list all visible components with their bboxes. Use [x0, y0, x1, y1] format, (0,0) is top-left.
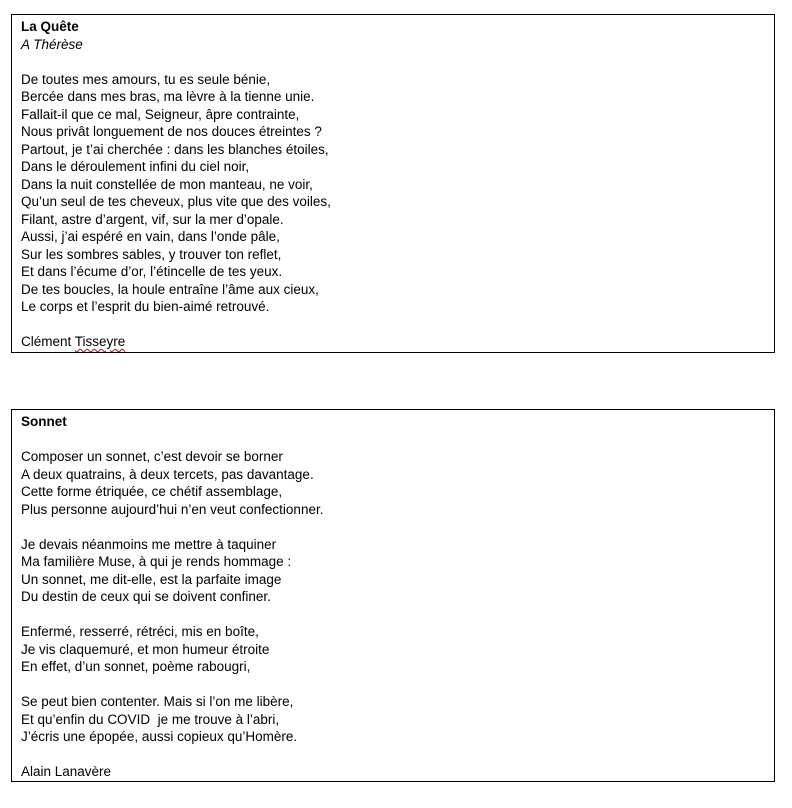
poem-line: Qu’un seul de tes cheveux, plus vite que des voiles,	[21, 194, 331, 209]
stanza	[21, 448, 764, 518]
poem-line: De tes boucles, la houle entraîne l’âme aux cieux,	[21, 281, 319, 297]
poem-line: Bercée dans mes bras, ma lèvre à la tienne unie.	[21, 89, 315, 104]
poem-author-signature: Alain Lanavère	[21, 764, 112, 779]
poem-line: Se peut bien contenter. Mais si l’on me libère,	[21, 694, 294, 709]
poem-line: Dans la nuit constellée de mon manteau, ne voir,	[21, 176, 313, 192]
poem-line: Je devais néanmoins me mettre à taquiner	[21, 536, 277, 552]
poem-box-sonnet	[11, 409, 775, 782]
poem-dedication: A Thérèse	[21, 36, 83, 52]
poem-line: Fallait-il que ce mal, Seigneur, âpre contrainte,	[21, 106, 300, 122]
poem-line: Du destin de ceux qui se doivent confiner.	[21, 589, 271, 604]
stanza	[21, 693, 764, 746]
stanza	[21, 71, 764, 316]
poem-line: Un sonnet, me dit-elle, est la parfaite image	[21, 571, 282, 587]
poem-line: Nous privât longuement de nos douces étreintes ?	[21, 124, 322, 139]
poem-line: Partout, je t’ai cherchée : dans les blanches étoiles,	[21, 141, 329, 157]
poem-line: Et qu’enfin du COVID je me trouve à l’abri,	[21, 711, 280, 727]
poem-line: Enfermé, resserré, rétréci, mis en boîte,	[21, 624, 259, 639]
poem-line: Aussi, j’ai espéré en vain, dans l’onde pâle,	[21, 229, 280, 244]
poem-line: Plus personne aujourd’hui n’en veut confectionner.	[21, 501, 324, 517]
poem-line: Le corps et l’esprit du bien-aimé retrouvé.	[21, 299, 270, 314]
poem-box-la-quete	[11, 14, 775, 353]
poem-line: Composer un sonnet, c’est devoir se borner	[21, 449, 283, 464]
poem-line: A deux quatrains, à deux tercets, pas davantage.	[21, 466, 314, 482]
poem-line: Et dans l’écume d’or, l’étincelle de tes yeux.	[21, 264, 283, 279]
poem-author-signature	[21, 333, 764, 351]
poem-line: Dans le déroulement infini du ciel noir,	[21, 159, 250, 174]
poem-line: Sur les sombres sables, y trouver ton reflet,	[21, 246, 282, 262]
poem-line: J’écris une épopée, aussi copieux qu’Homère.	[21, 729, 298, 744]
poem-line: En effet, d’un sonnet, poème rabougri,	[21, 659, 251, 674]
author-last-name-spellcheck-flagged: Tisseyre	[74, 334, 126, 349]
stanza	[21, 623, 764, 676]
stanza	[21, 536, 764, 606]
poem-title: La Quête	[21, 19, 79, 34]
poem-line: Ma familière Muse, à qui je rends hommage :	[21, 554, 292, 569]
poem-line: Je vis claquemuré, et mon humeur étroite	[21, 641, 270, 657]
poem-line: Filant, astre d’argent, vif, sur la mer d’opale.	[21, 211, 284, 227]
author-first-name: Clément	[21, 334, 75, 349]
poem-line: De toutes mes amours, tu es seule bénie,	[21, 71, 271, 87]
poem-title: Sonnet	[21, 414, 67, 429]
poem-line: Cette forme étriquée, ce chétif assemblage,	[21, 484, 283, 499]
